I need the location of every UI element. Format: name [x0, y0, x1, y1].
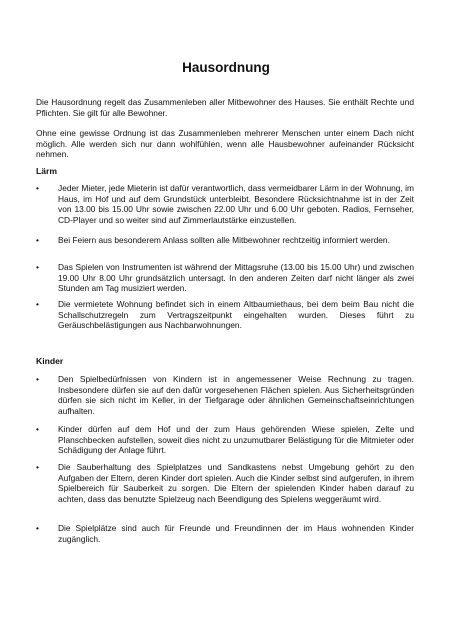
list-item-text: Die Spielplätze sind auch für Freunde und Freundinnen der im Haus wohnenden Kinder zugänglich. [58, 523, 414, 544]
list-item-text: Den Spielbedürfnissen von Kindern ist in angemessener Weise Rechnung zu tragen. Insbesondere dürfen sie auf den dafür vorgesehenen Flächen spielen. Aus Sicherheitsgründen dürfen sie sich nicht im Keller, in der Tiefgarage oder ähnlichen Gemeinschaftseinrichtungen aufhalten. [58, 374, 414, 416]
bullet-icon: • [36, 424, 39, 434]
list-item-text: Das Spielen von Instrumenten ist während der Mittagsruhe (13.00 bis 15.00 Uhr) und zwischen 19.00 Uhr 8.00 Uhr grundsätzlich untersagt. In den anderen Zeiten darf nicht länger als zwei Stunden am Tag musiziert werden. [58, 262, 414, 294]
section-heading-laerm: Lärm [36, 166, 58, 176]
bullet-icon: • [36, 299, 39, 309]
bullet-icon: • [36, 462, 39, 472]
list-item-text: Die Sauberhaltung des Spielplatzes und Sandkastens nebst Umgebung gehört zu den Aufgaben der Eltern, deren Kinder dort spielen. Auch die Kinder selbst sind aufgerufen, in ihrem Spielbereich für Sauberkeit zu sorgen. Die Eltern der spielenden Kinder haben darauf zu achten, dass das benutzte Spielzeug nach Beendigung des Spielens weggeräumt wird. [58, 462, 414, 504]
bullet-icon: • [36, 262, 39, 272]
list-item-text: Kinder dürfen auf dem Hof und der zum Haus gehörenden Wiese spielen, Zelte und Planschbecken aufstellen, soweit dies nicht zu unzumutbarer Belästigung für die Mitmieter oder Schädigung der Anlage führt. [58, 424, 414, 456]
list-item-text: Bei Feiern aus besonderem Anlass sollten alle Mitbewohner rechtzeitig informiert werden. [58, 235, 390, 245]
section-heading-kinder: Kinder [36, 356, 64, 366]
list-item-text: Die vermietete Wohnung befindet sich in einem Altbaumiethaus, bei dem beim Bau nicht die Schallschutzregeln zum Vertragszeitpunkt eingehalten wurden. Dieses führt zu Geräuschbelästigungen aus Nachbarwohnungen. [58, 299, 414, 331]
bullet-icon: • [36, 374, 39, 384]
list-item-text: Jeder Mieter, jede Mieterin ist dafür verantwortlich, dass vermeidbarer Lärm in der Wohnung, im Haus, im Hof und auf dem Grundstück unterbleibt. Besondere Rücksichtnahme ist in der Zeit von 13.00 bis 15.00 Uhr sowie zwischen 22.00 Uhr und 6.00 Uhr geboten. Radios, Fernseher, CD-Player und so weiter sind auf Zimmerlautstärke einzustellen. [58, 183, 414, 225]
bullet-icon: • [36, 235, 39, 245]
intro-paragraph: Ohne eine gewisse Ordnung ist das Zusammenleben mehrerer Menschen unter einem Dach nicht möglich. Alle werden sich nur dann wohlfühlen, wenn alle Hausbewohner aufeinander Rücksicht nehmen. [36, 128, 414, 160]
intro-paragraph: Die Hausordnung regelt das Zusammenleben aller Mitbewohner des Hauses. Sie enthält Rechte und Pflichten. Sie gilt für alle Bewohner. [36, 97, 414, 118]
bullet-icon: • [36, 523, 39, 533]
bullet-icon: • [36, 183, 39, 193]
page-title: Hausordnung [182, 60, 270, 75]
